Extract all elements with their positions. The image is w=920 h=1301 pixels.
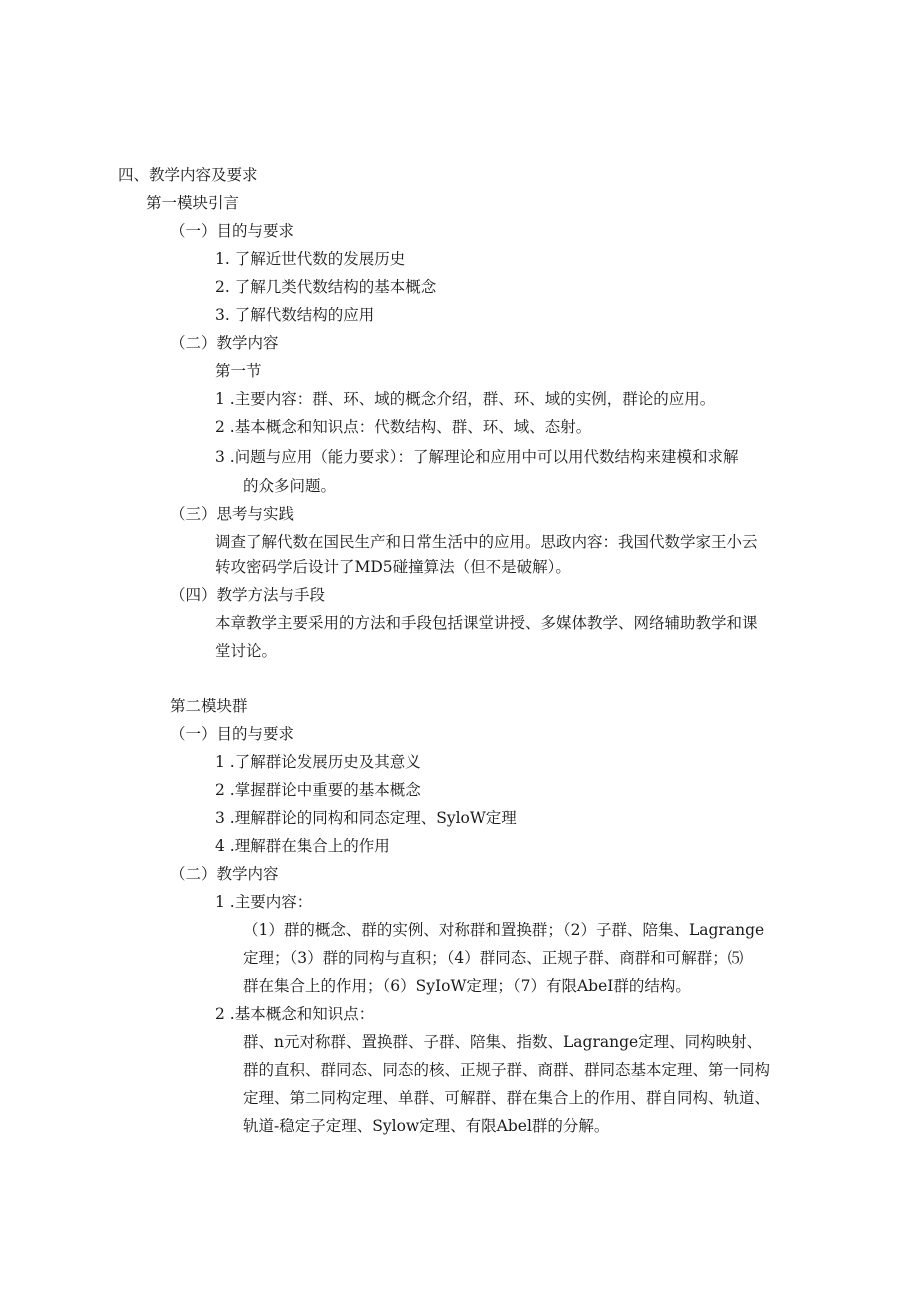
list-item: 2 .基本概念和知识点： <box>215 1005 375 1023</box>
module-1-content-heading: （二）教学内容 <box>170 334 279 352</box>
list-item: 1 .主要内容：群、环、域的概念介绍，群、环、域的实例，群论的应用。 <box>215 390 716 408</box>
list-item: 3. 了解代数结构的应用 <box>215 306 375 324</box>
module-2-goals-heading: （一）目的与要求 <box>170 725 295 743</box>
list-item: 3 .问题与应用（能力要求）：了解理论和应用中可以用代数结构来建模和求解 <box>215 448 739 466</box>
module-2-title: 第二模块群 <box>170 697 248 715</box>
module-1-methods-heading: （四）教学方法与手段 <box>170 586 326 604</box>
list-item: 4 .理解群在集合上的作用 <box>215 837 390 855</box>
section-heading: 四、教学内容及要求 <box>118 166 258 184</box>
paragraph-line: 群在集合上的作用；（6）SyIoW定理；（7）有限AbeI群的结构。 <box>243 977 691 995</box>
paragraph-line: 群的直积、群同态、同态的核、正规子群、商群、群同态基本定理、第一同构 <box>243 1061 771 1079</box>
paragraph-line: 堂讨论。 <box>215 642 278 660</box>
list-item: 1 .了解群论发展历史及其意义 <box>215 753 421 771</box>
list-item: 3 .理解群论的同构和同态定理、SyloW定理 <box>215 809 517 827</box>
paragraph-line: 轨道-稳定子定理、Sylow定理、有限Abel群的分解。 <box>243 1117 610 1135</box>
module-1-practice-heading: （三）思考与实践 <box>170 505 295 523</box>
paragraph-line: （1）群的概念、群的实例、对称群和置换群；（2）子群、陪集、Lagrange <box>243 921 765 939</box>
paragraph-line: 本章教学主要采用的方法和手段包括课堂讲授、多媒体教学、网络辅助教学和课 <box>215 614 758 632</box>
subsection-title: 第一节 <box>215 362 262 380</box>
module-2-content-heading: （二）教学内容 <box>170 865 279 883</box>
list-item: 2 .基本概念和知识点：代数结构、群、环、域、态射。 <box>215 418 592 436</box>
list-item: 1 .主要内容： <box>215 893 313 911</box>
list-item: 2. 了解几类代数结构的基本概念 <box>215 278 437 296</box>
paragraph-line: 群、n元对称群、置换群、子群、陪集、指数、Lagrange定理、同构映射、 <box>243 1033 763 1051</box>
module-1-title: 第一模块引言 <box>146 194 240 212</box>
paragraph-line: 调查了解代数在国民生产和日常生活中的应用。思政内容：我国代数学家王小云 <box>215 533 758 551</box>
module-1-goals-heading: （一）目的与要求 <box>170 222 295 240</box>
paragraph-line: 转攻密码学后设计了MD5碰撞算法（但不是破解）。 <box>215 558 571 576</box>
list-item: 1. 了解近世代数的发展历史 <box>215 250 406 268</box>
list-item-continuation: 的众多问题。 <box>243 477 337 495</box>
paragraph-line: 定理、第二同构定理、单群、可解群、群在集合上的作用、群自同构、轨道、 <box>243 1089 771 1107</box>
list-item: 2 .掌握群论中重要的基本概念 <box>215 781 421 799</box>
paragraph-line: 定理；（3）群的同构与直积；（4）群同态、正规子群、商群和可解群；⑸ <box>243 949 744 967</box>
